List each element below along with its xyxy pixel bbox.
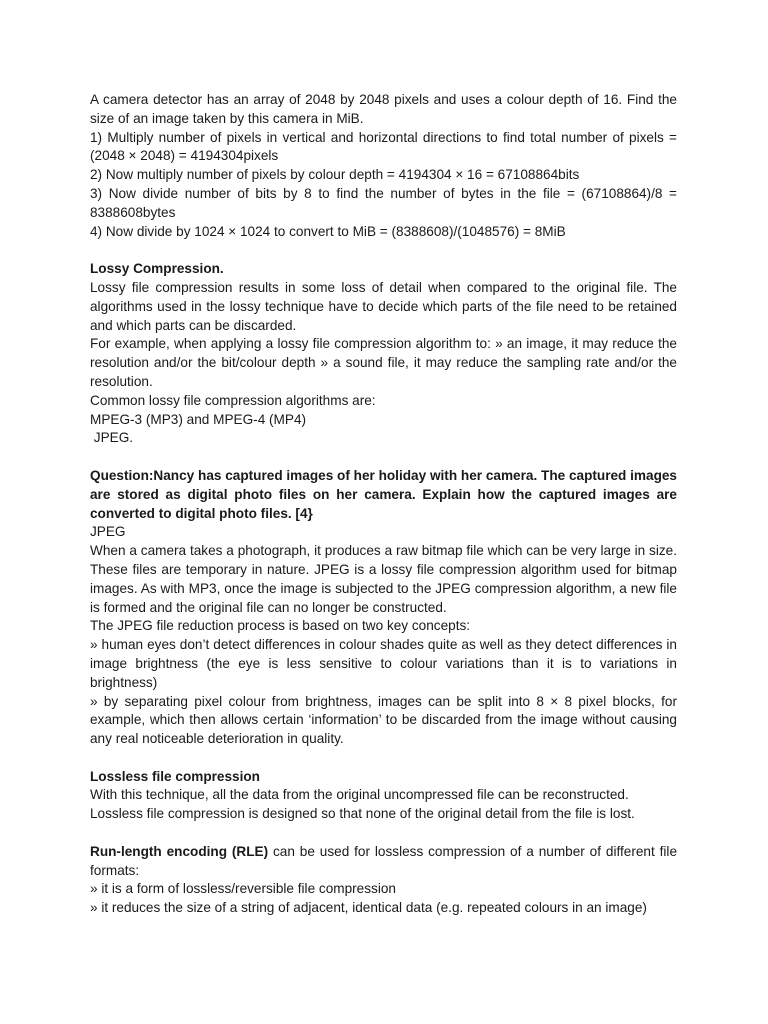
camera-step-2: 2) Now multiply number of pixels by colour depth = 4194304 × 16 = 67108864bits xyxy=(90,167,580,183)
question-jpeg-label: JPEG xyxy=(90,524,126,540)
lossy-paragraph-2: For example, when applying a lossy file compression algorithm to: » an image, it may reduce the resolution and/or the bit/colour depth » a sound file, it may reduce the sampling rate and/or the resolution. xyxy=(90,336,677,389)
lossy-algorithm-mpeg: MPEG-3 (MP3) and MPEG-4 (MP4) xyxy=(90,411,307,427)
camera-step-4: 4) Now divide by 1024 × 1024 to convert to MiB = (8388608)/(1048576) = 8MiB xyxy=(90,223,566,239)
question-bullet-2: » by separating pixel colour from brightness, images can be split into 8 × 8 pixel blocks, for example, which then allows certain ‘information’ to be discarded from the image without causing any real noticeable deterioration in quality. xyxy=(90,693,677,747)
lossless-heading: Lossless file compression xyxy=(90,768,260,784)
camera-problem: A camera detector has an array of 2048 by 2048 pixels and uses a colour depth of 16. Find the size of an image taken by this camera in MiB. xyxy=(90,92,677,126)
spacer xyxy=(90,749,677,768)
question-bullet-1: » human eyes don’t detect differences in colour shades quite as well as they detect differences in image brightness (the eye is less sensitive to colour variations than it is to variations in brightness) xyxy=(90,637,677,690)
spacer xyxy=(90,448,677,467)
spacer xyxy=(90,824,677,843)
rle-intro xyxy=(90,843,677,881)
lossy-common-algorithms: Common lossy file compression algorithms are: xyxy=(90,392,376,408)
lossy-heading: Lossy Compression. xyxy=(90,261,224,277)
question-paragraph-2: The JPEG file reduction process is based on two key concepts: xyxy=(90,618,471,634)
rle-term: Run-length encoding (RLE) xyxy=(90,843,269,859)
camera-step-3: 3) Now divide number of bits by 8 to find the number of bytes in the file = (67108864)/8 = 8388608bytes xyxy=(90,185,677,220)
rle-bullet-1: » it is a form of lossless/reversible file compression xyxy=(90,881,396,897)
camera-step-1: 1) Multiply number of pixels in vertical and horizontal directions to find total number of pixels = (2048 × 2048) = 4194304pixels xyxy=(90,129,677,164)
lossless-line-1: With this technique, all the data from the original uncompressed file can be reconstructed. xyxy=(90,787,629,803)
document-page xyxy=(90,91,677,918)
rle-intro-rest: can be used for lossless compression of a number of different file formats: xyxy=(90,843,678,878)
lossy-algorithm-jpeg: JPEG. xyxy=(90,430,134,446)
lossy-paragraph-1: Lossy file compression results in some loss of detail when compared to the original file. The algorithms used in the lossy technique have to decide which parts of the file need to be retained and which parts can be discarded. xyxy=(90,279,677,333)
question-paragraph-1: When a camera takes a photograph, it produces a raw bitmap file which can be very large in size. These files are temporary in nature. JPEG is a lossy file compression algorithm used for bitmap images. As with MP3, once the image is subjected to the JPEG compression algorithm, a new file is formed and the original file can no longer be constructed. xyxy=(90,543,677,615)
rle-bullet-2: » it reduces the size of a string of adjacent, identical data (e.g. repeated colours in an image) xyxy=(90,900,647,916)
question-text: Question:Nancy has captured images of her holiday with her camera. The captured images are stored as digital photo files on her camera. Explain how the captured images are converted to digital photo files. [4} xyxy=(90,467,677,521)
spacer xyxy=(90,241,677,260)
lossless-line-2: Lossless file compression is designed so that none of the original detail from the file is lost. xyxy=(90,806,635,822)
